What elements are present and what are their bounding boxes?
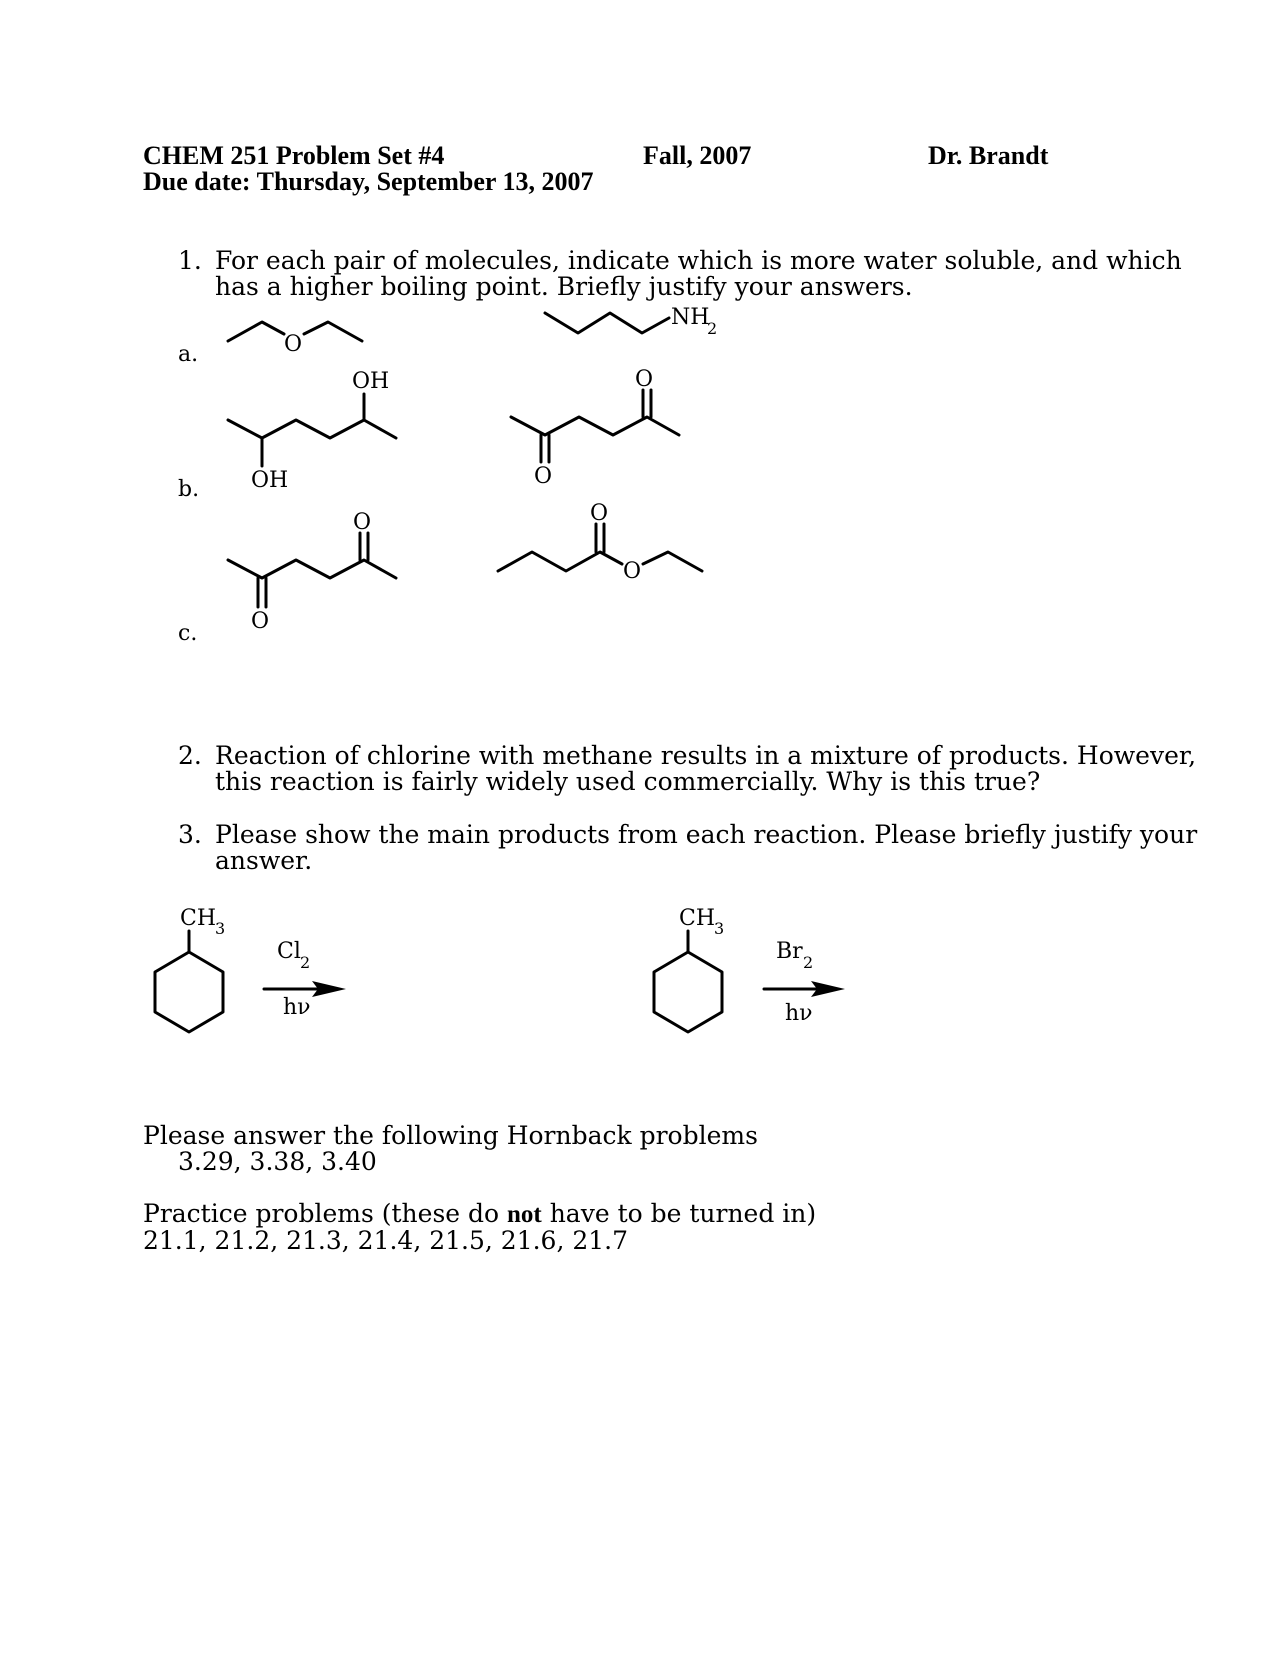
q1-label-c: c. [178,621,198,646]
q2-number: 2. [178,741,202,770]
instructor: Dr. Brandt [928,141,1049,170]
atom-sub3: 3 [714,919,725,938]
atom-o: O [353,510,372,535]
reagent-cl: Cl [277,939,301,964]
atom-ch: CH [679,906,716,931]
term: Fall, 2007 [643,141,752,170]
practice-intro [143,1200,816,1229]
condition-hv: hν [785,1001,813,1026]
q2-text-line2: this reaction is fairly widely used commercially. Why is this true? [215,767,1041,796]
course-title: CHEM 251 Problem Set #4 [143,141,445,170]
atom-oh: OH [251,468,289,493]
q3-number: 3. [178,820,202,849]
hexanedione-structure-c [228,533,396,607]
atom-sub2: 2 [707,319,718,338]
hexanedione-structure-b [511,390,679,462]
q1-number: 1. [178,246,202,275]
atom-o: O [590,501,609,526]
practice-intro-end: have to be turned in) [541,1199,817,1228]
reagent-br: Br [776,939,803,964]
q1-label-b: b. [178,477,200,502]
q3-text-line2: answer. [215,846,313,875]
q2-text-line1: Reaction of chlorine with methane results in a mixture of products. However, [215,741,1197,770]
atom-sub3: 3 [215,919,226,938]
hexanediol-structure [228,394,396,466]
ethyl-butanoate-structure [498,524,702,571]
atom-o: O [251,609,270,634]
atom-o: O [635,367,654,392]
hornback-list: 3.29, 3.38, 3.40 [178,1147,377,1176]
q1-text-line1: For each pair of molecules, indicate which is more water soluble, and which [215,246,1182,275]
methylcyclohexane-left [155,931,223,1032]
methylcyclohexane-right [654,931,722,1032]
atom-o: O [623,559,642,584]
atom-ch: CH [180,906,217,931]
butylamine-structure [545,313,669,333]
reagent-sub2: 2 [803,953,814,972]
condition-hv: hν [283,995,311,1020]
q1-label-a: a. [178,342,199,367]
atom-o: O [284,332,303,357]
atom-nh: NH [671,305,710,330]
q3-text-line1: Please show the main products from each reaction. Please briefly justify your [215,820,1198,849]
atom-oh: OH [352,369,390,394]
due-date: Due date: Thursday, September 13, 2007 [143,167,594,196]
reagent-sub2: 2 [300,953,311,972]
practice-intro-emphasis: not [507,1201,542,1228]
atom-o: O [534,464,553,489]
practice-list: 21.1, 21.2, 21.3, 21.4, 21.5, 21.6, 21.7 [143,1226,629,1255]
practice-intro-start: Practice problems (these do [143,1199,508,1228]
q1-text-line2: has a higher boiling point. Briefly justify your answers. [215,272,913,301]
hornback-intro: Please answer the following Hornback problems [143,1121,758,1150]
